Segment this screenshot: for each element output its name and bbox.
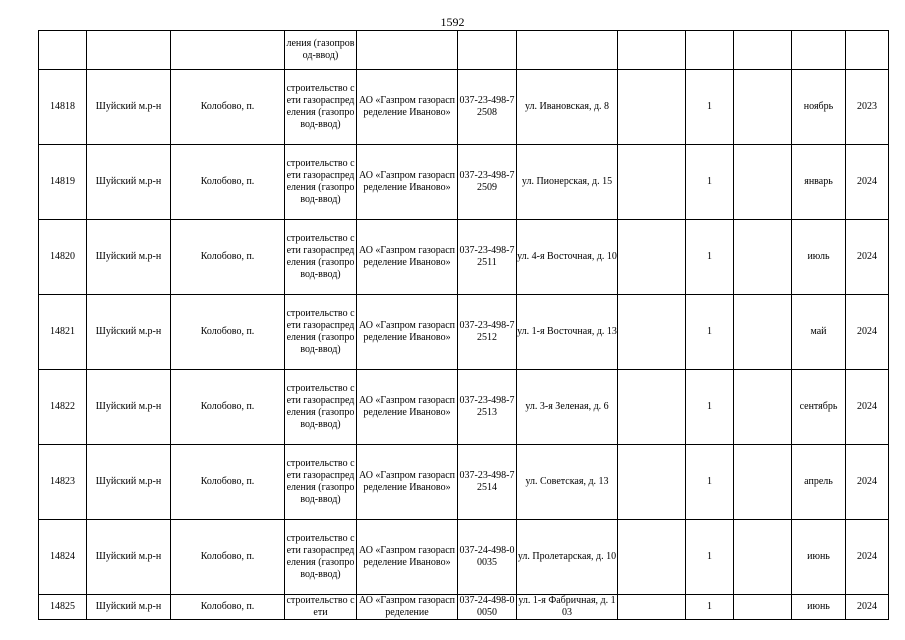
locality-cell: Колобово, п. — [171, 295, 285, 370]
row-number-cell: 14820 — [39, 220, 87, 295]
table-row — [39, 295, 889, 370]
object-code-cell: 037-23-498-72511 — [458, 220, 517, 295]
empty-cell — [618, 370, 686, 445]
organization-cell: АО «Газпром газораспределение Иваново» — [357, 220, 458, 295]
district-cell: Шуйский м.р-н — [87, 145, 171, 220]
organization-cell: АО «Газпром газораспределение Иваново» — [357, 145, 458, 220]
data-table — [38, 30, 889, 620]
work-type-cell: строительство сети газораспределения (газопровод-ввод) — [285, 520, 357, 595]
quantity-cell: 1 — [686, 145, 734, 220]
quantity-cell: 1 — [686, 520, 734, 595]
address-cell: ул. Советская, д. 13 — [517, 445, 618, 520]
locality-cell: Колобово, п. — [171, 595, 285, 620]
district-cell: Шуйский м.р-н — [87, 520, 171, 595]
quantity-cell: 1 — [686, 595, 734, 620]
month-cell: сентябрь — [792, 370, 846, 445]
year-cell: 2023 — [846, 70, 889, 145]
organization-cell: АО «Газпром газораспределение Иваново» — [357, 70, 458, 145]
month-cell: июнь — [792, 595, 846, 620]
locality-cell: Колобово, п. — [171, 370, 285, 445]
empty-cell — [618, 295, 686, 370]
year-cell: 2024 — [846, 295, 889, 370]
district-cell: Шуйский м.р-н — [87, 295, 171, 370]
empty-cell — [618, 70, 686, 145]
locality-cell: Колобово, п. — [171, 445, 285, 520]
row-number-cell: 14823 — [39, 445, 87, 520]
month-cell: май — [792, 295, 846, 370]
empty-cell — [734, 595, 792, 620]
row-number-cell: 14818 — [39, 70, 87, 145]
organization-cell: АО «Газпром газораспределение Иваново» — [357, 370, 458, 445]
table-row — [39, 220, 889, 295]
empty-cell — [618, 520, 686, 595]
object-code-cell: 037-23-498-72508 — [458, 70, 517, 145]
locality-cell: Колобово, п. — [171, 520, 285, 595]
month-cell: ноябрь — [792, 70, 846, 145]
organization-cell: АО «Газпром газораспределение — [357, 595, 458, 620]
work-type-cell: строительство сети газораспределения (газопровод-ввод) — [285, 220, 357, 295]
year-cell: 2024 — [846, 520, 889, 595]
empty-cell — [618, 445, 686, 520]
row-number-cell: 14825 — [39, 595, 87, 620]
work-type-cell: строительство сети газораспределения (газопровод-ввод) — [285, 145, 357, 220]
year-cell: 2024 — [846, 595, 889, 620]
page-number: 1592 — [440, 15, 465, 29]
organization-cell: АО «Газпром газораспределение Иваново» — [357, 295, 458, 370]
row-number-cell: 14821 — [39, 295, 87, 370]
year-cell: 2024 — [846, 145, 889, 220]
empty-cell — [734, 520, 792, 595]
table-row — [39, 520, 889, 595]
month-cell: июнь — [792, 520, 846, 595]
work-type-cell: строительство сети — [286, 595, 355, 618]
year-cell: 2024 — [846, 445, 889, 520]
table-row — [39, 445, 889, 520]
organization-cell: АО «Газпром газораспределение Иваново» — [357, 520, 458, 595]
work-type-cell: строительство сети газораспределения (газопровод-ввод) — [285, 70, 357, 145]
empty-cell — [618, 595, 686, 620]
empty-cell — [734, 145, 792, 220]
address-cell: ул. Пионерская, д. 15 — [517, 145, 618, 220]
district-cell: Шуйский м.р-н — [87, 370, 171, 445]
object-code-cell: 037-23-498-72512 — [458, 295, 517, 370]
row-number-cell: 14822 — [39, 370, 87, 445]
row-number-cell: 14819 — [39, 145, 87, 220]
object-code-cell: 037-24-498-00035 — [458, 520, 517, 595]
table-row — [39, 370, 889, 445]
month-cell: январь — [792, 145, 846, 220]
object-code-cell: 037-23-498-72509 — [458, 145, 517, 220]
district-cell: Шуйский м.р-н — [87, 445, 171, 520]
table-row — [39, 145, 889, 220]
empty-cell — [618, 145, 686, 220]
address-cell: ул. 3-я Зеленая, д. 6 — [517, 370, 618, 445]
year-cell: 2024 — [846, 370, 889, 445]
empty-cell — [734, 70, 792, 145]
quantity-cell: 1 — [686, 445, 734, 520]
district-cell: Шуйский м.р-н — [87, 595, 171, 620]
table-row — [39, 70, 889, 145]
district-cell: Шуйский м.р-н — [87, 70, 171, 145]
empty-cell — [618, 220, 686, 295]
address-cell: ул. 4-я Восточная, д. 10 — [517, 220, 618, 295]
year-cell: 2024 — [846, 220, 889, 295]
table-row — [39, 595, 889, 620]
work-type-cell: строительство сети газораспределения (газопровод-ввод) — [285, 370, 357, 445]
object-code-cell: 037-23-498-72514 — [458, 445, 517, 520]
object-code-cell: 037-23-498-72513 — [458, 370, 517, 445]
quantity-cell: 1 — [686, 70, 734, 145]
district-cell: Шуйский м.р-н — [87, 220, 171, 295]
row-number-cell: 14824 — [39, 520, 87, 595]
empty-cell — [734, 370, 792, 445]
locality-cell: Колобово, п. — [171, 145, 285, 220]
table-row-continued — [39, 31, 889, 70]
address-cell: ул. Ивановская, д. 8 — [517, 70, 618, 145]
locality-cell: Колобово, п. — [171, 70, 285, 145]
object-code-cell: 037-24-498-00050 — [459, 595, 515, 618]
work-type-cell: ления (газопровод-ввод) — [285, 31, 357, 70]
locality-cell: Колобово, п. — [171, 220, 285, 295]
address-cell: ул. 1-я Восточная, д. 13 — [517, 295, 618, 370]
empty-cell — [734, 445, 792, 520]
address-cell: ул. 1-я Фабричная, д. 103 — [518, 595, 616, 618]
organization-cell: АО «Газпром газораспределение Иваново» — [357, 445, 458, 520]
empty-cell — [734, 295, 792, 370]
quantity-cell: 1 — [686, 370, 734, 445]
month-cell: июль — [792, 220, 846, 295]
quantity-cell: 1 — [686, 220, 734, 295]
work-type-cell: строительство сети газораспределения (газопровод-ввод) — [285, 445, 357, 520]
address-cell: ул. Пролетарская, д. 10 — [517, 520, 618, 595]
quantity-cell: 1 — [686, 295, 734, 370]
month-cell: апрель — [792, 445, 846, 520]
empty-cell — [734, 220, 792, 295]
work-type-cell: строительство сети газораспределения (газопровод-ввод) — [285, 295, 357, 370]
